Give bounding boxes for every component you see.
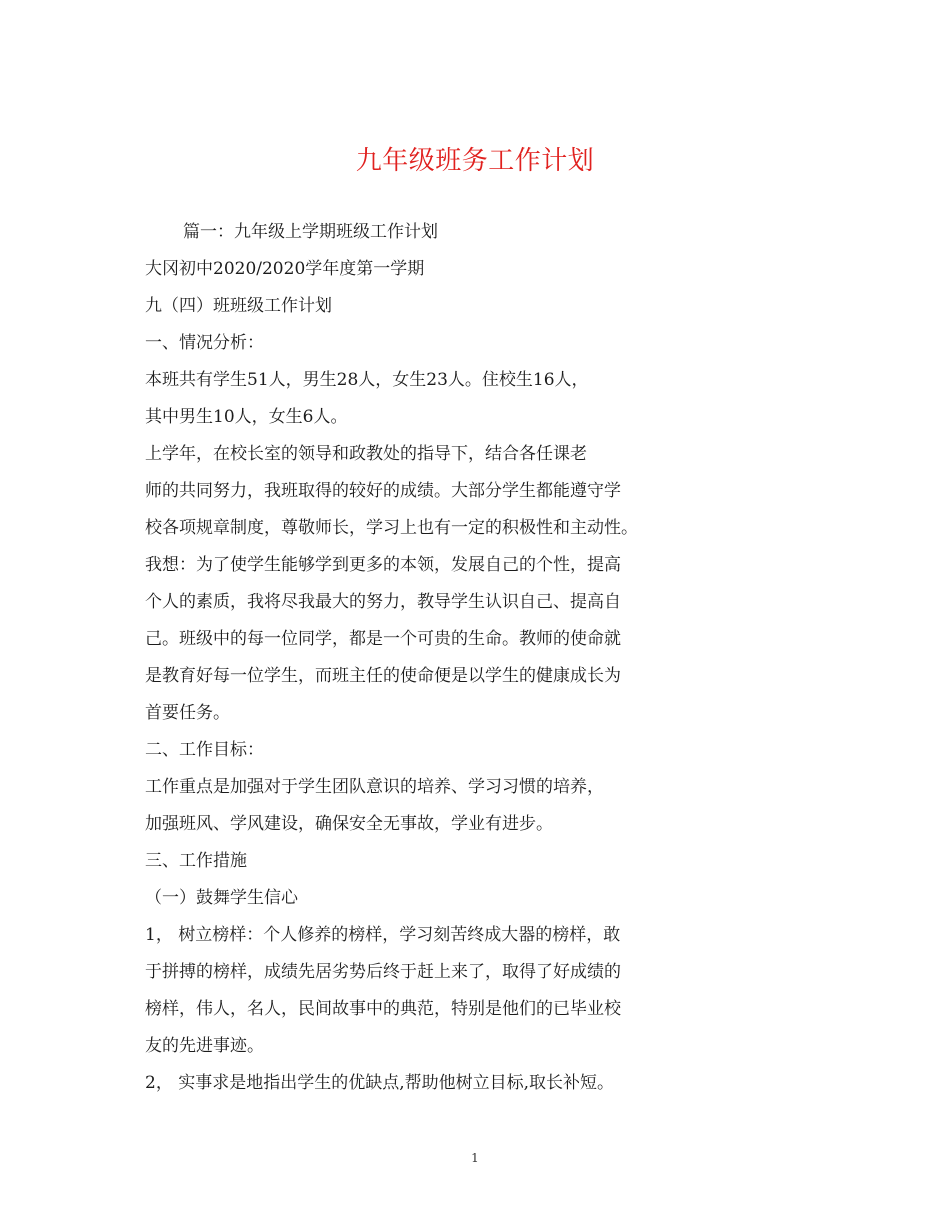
document-line: 加强班风、学风建设，确保安全无事故，学业有进步。	[145, 814, 553, 834]
document-line: 九（四）班班级工作计划	[145, 296, 332, 316]
document-line: 篇一：九年级上学期班级工作计划	[183, 222, 438, 242]
document-line: 榜样，伟人，名人，民间故事中的典范，特别是他们的已毕业校	[145, 999, 621, 1019]
document-line: 2， 实事求是地指出学生的优缺点,帮助他树立目标,取长补短。	[145, 1073, 615, 1093]
document-line: 首要任务。	[145, 703, 230, 723]
document-line: 上学年，在校长室的领导和政教处的指导下，结合各任课老	[145, 444, 587, 464]
document-line: 友的先进事迹。	[145, 1036, 264, 1056]
document-line: 我想：为了使学生能够学到更多的本领，发展自己的个性，提高	[145, 555, 621, 575]
section-heading: 一、情况分析：	[145, 333, 264, 353]
document-line: 是教育好每一位学生，而班主任的使命便是以学生的健康成长为	[145, 666, 621, 686]
section-heading: 三、工作措施	[145, 851, 247, 871]
document-line: 本班共有学生51人，男生28人，女生23人。住校生16人，	[145, 370, 589, 390]
document-line: 工作重点是加强对于学生团队意识的培养、学习习惯的培养，	[145, 777, 604, 797]
document-line: 大冈初中2020/2020学年度第一学期	[145, 259, 425, 279]
document-line: 其中男生10人，女生6人。	[145, 407, 348, 427]
subsection-heading: （一）鼓舞学生信心	[145, 888, 298, 908]
document-line: 个人的素质，我将尽我最大的努力，教导学生认识自己、提高自	[145, 592, 621, 612]
section-heading: 二、工作目标：	[145, 740, 264, 760]
document-line: 师的共同努力，我班取得的较好的成绩。大部分学生都能遵守学	[145, 481, 621, 501]
document-title: 九年级班务工作计划	[355, 146, 595, 176]
document-line: 于拼搏的榜样，成绩先居劣势后终于赶上来了，取得了好成绩的	[145, 962, 621, 982]
page-number: 1	[471, 1151, 479, 1165]
document-line: 校各项规章制度，尊敬师长，学习上也有一定的积极性和主动性。	[145, 518, 638, 538]
document-line: 己。班级中的每一位同学，都是一个可贵的生命。教师的使命就	[145, 629, 621, 649]
document-line: 1， 树立榜样：个人修养的榜样，学习刻苦终成大器的榜样，敢	[145, 925, 621, 945]
